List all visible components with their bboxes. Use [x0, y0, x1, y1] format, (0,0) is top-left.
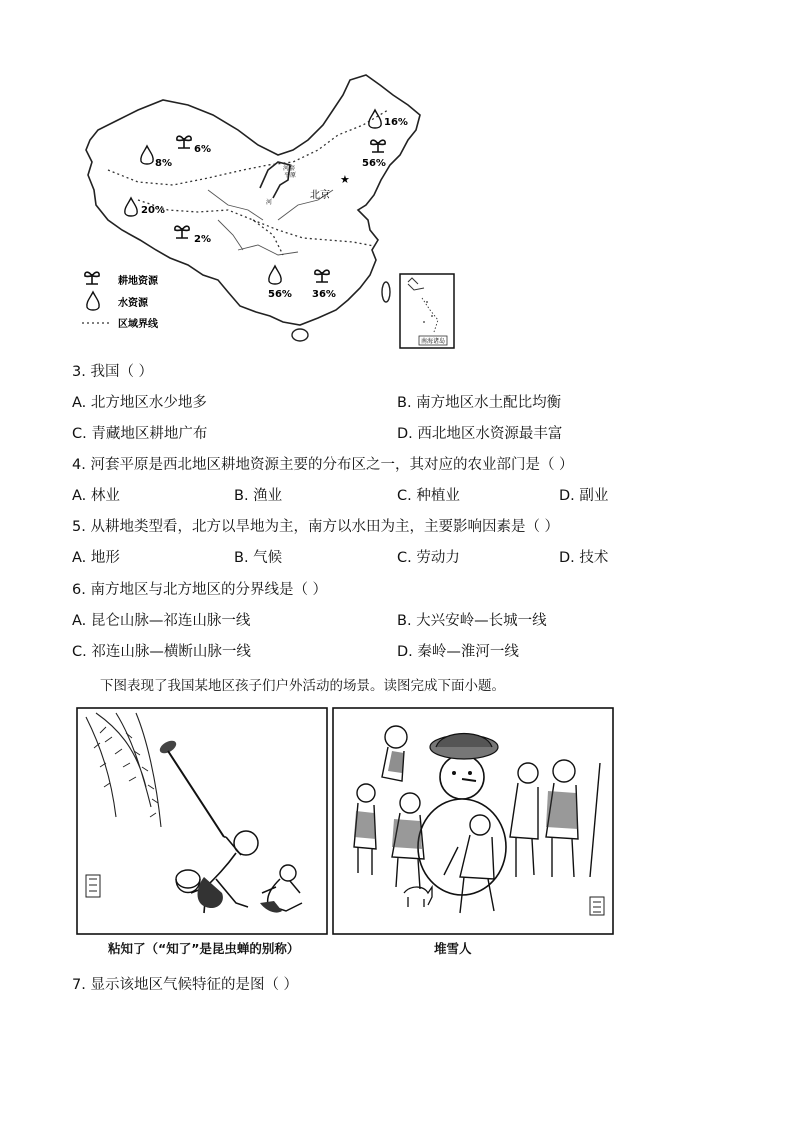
- map-pct-6: 6%: [194, 144, 211, 155]
- picture-snowman: [332, 707, 614, 935]
- farmland-icon: [175, 226, 189, 238]
- farmland-icon: [315, 270, 329, 282]
- q4-option-d[interactable]: D. 副业: [559, 488, 609, 504]
- map-hetao-bot: 河: [266, 199, 273, 206]
- question-7-stem: 7. 显示该地区气候特征的是图（ ）: [72, 977, 299, 993]
- q6-option-b[interactable]: B. 大兴安岭—长城一线: [397, 613, 547, 629]
- question-5-stem: 5. 从耕地类型看，北方以旱地为主，南方以水田为主，主要影响因素是（ ）: [72, 519, 560, 535]
- map-pct-16: 16%: [384, 117, 408, 128]
- caption-left: 粘知了（“知了”是昆虫蝉的别称）: [108, 941, 300, 956]
- question-4-stem: 4. 河套平原是西北地区耕地资源主要的分布区之一，其对应的农业部门是（ ）: [72, 457, 574, 473]
- map-pct-56-s: 56%: [268, 289, 292, 300]
- q3-option-a[interactable]: A. 北方地区水少地多: [72, 395, 207, 411]
- water-drop-icon: [369, 110, 381, 128]
- q6-option-a[interactable]: A. 昆仑山脉—祁连山脉一线: [72, 613, 251, 629]
- q4-option-a[interactable]: A. 林业: [72, 488, 120, 504]
- picture-catching-cicadas: [76, 707, 328, 935]
- question-6-stem: 6. 南方地区与北方地区的分界线是（ ）: [72, 582, 328, 598]
- map-beijing: 北京: [310, 190, 330, 201]
- q4-option-c[interactable]: C. 种植业: [397, 488, 460, 504]
- map-pct-36: 36%: [312, 289, 336, 300]
- china-resource-map: [78, 70, 468, 355]
- q3-option-c[interactable]: C. 青藏地区耕地广布: [72, 426, 208, 442]
- question-3-stem: 3. 我国（ ）: [72, 364, 154, 380]
- inset-label: 南海诸岛: [421, 338, 446, 345]
- legend-water-label: 水资源: [118, 298, 148, 309]
- taiwan-island: [382, 282, 390, 302]
- q3-option-b[interactable]: B. 南方地区水土配比均衡: [397, 395, 562, 411]
- q5-option-b[interactable]: B. 气候: [234, 550, 283, 566]
- map-pct-56-ne: 56%: [362, 158, 386, 169]
- q5-option-d[interactable]: D. 技术: [559, 550, 609, 566]
- legend-water-icon: [87, 292, 99, 310]
- water-drop-icon: [125, 198, 137, 216]
- south-china-sea-inset: [400, 274, 454, 348]
- hainan-island: [292, 329, 308, 341]
- picture-intro: 下图表现了我国某地区孩子们户外活动的场景。读图完成下面小题。: [100, 678, 505, 694]
- legend-farmland-label: 耕地资源: [118, 276, 158, 287]
- q3-option-d[interactable]: D. 西北地区水资源最丰富: [397, 426, 563, 442]
- legend-boundary-label: 区域界线: [118, 319, 158, 330]
- q6-option-d[interactable]: D. 秦岭—淮河一线: [397, 644, 519, 660]
- q5-option-c[interactable]: C. 劳动力: [397, 550, 460, 566]
- beijing-star-icon: ★: [340, 173, 350, 186]
- map-hetao-mid: 平原: [284, 172, 297, 179]
- map-pct-8: 8%: [155, 158, 172, 169]
- map-pct-20: 20%: [141, 205, 165, 216]
- china-outline: [86, 75, 420, 325]
- q5-option-a[interactable]: A. 地形: [72, 550, 120, 566]
- q6-option-c[interactable]: C. 祁连山脉—横断山脉一线: [72, 644, 251, 660]
- water-drop-icon: [141, 146, 153, 164]
- farmland-icon: [371, 140, 385, 152]
- map-pct-2: 2%: [194, 234, 211, 245]
- q4-option-b[interactable]: B. 渔业: [234, 488, 283, 504]
- legend-farmland-icon: [85, 272, 99, 284]
- caption-right: 堆雪人: [434, 941, 472, 956]
- map-hetao-top: 河套: [283, 165, 296, 172]
- farmland-icon: [177, 136, 191, 148]
- water-drop-icon: [269, 266, 281, 284]
